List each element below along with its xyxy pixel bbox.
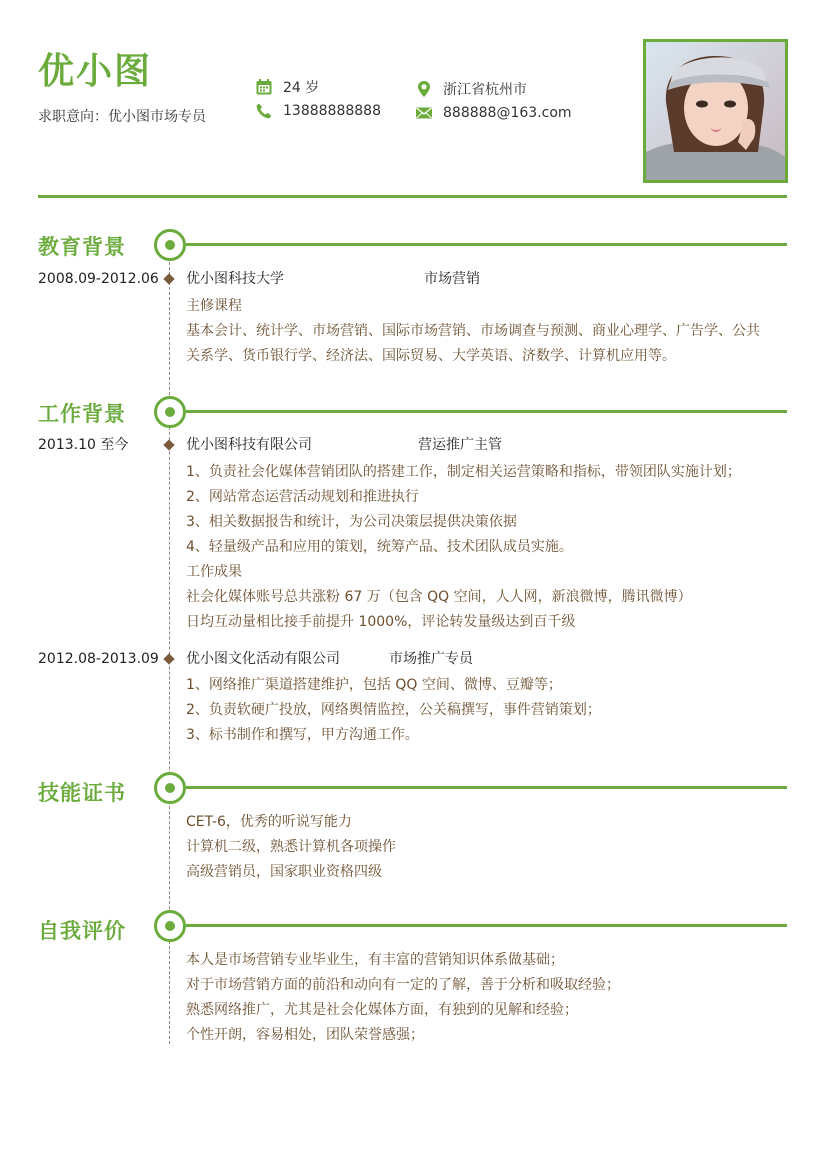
job1-line: 3、相关数据报告和统计，为公司决策层提供决策依据: [186, 514, 517, 530]
job2-date: 2012.08-2013.09: [38, 651, 159, 667]
job1-line: 日均互动量相比接手前提升 1000%，评论转发量级达到百千级: [186, 614, 576, 630]
email-value: 888888@163.com: [443, 105, 572, 121]
mail-icon: [415, 104, 433, 122]
job1-date: 2013.10 至今: [38, 437, 129, 453]
timeline-diamond: [163, 653, 174, 664]
phone-value: 13888888888: [283, 103, 381, 119]
section-title-work: 工作背景: [38, 402, 126, 426]
age-info: [255, 77, 319, 97]
timeline-diamond: [163, 439, 174, 450]
job1-line: 4、轻量级产品和应用的策划，统筹产品、技术团队成员实施。: [186, 539, 573, 555]
section-title-skills: 技能证书: [38, 781, 126, 805]
job1-line: 1、负责社会化媒体营销团队的搭建工作，制定相关运营策略和指标，带领团队实施计划；: [186, 464, 741, 480]
location-info: [415, 79, 527, 99]
profile-photo: [643, 39, 788, 183]
skill-line: CET-6，优秀的听说写能力: [186, 814, 352, 830]
phone-info: [255, 102, 381, 120]
timeline-diamond: [163, 273, 174, 284]
section-divider-education: [186, 243, 787, 246]
section-marker-skills: [154, 772, 186, 804]
section-divider-skills: [186, 786, 787, 789]
job2-position: 市场推广专员: [389, 651, 473, 667]
job1-company: 优小图科技有限公司: [186, 437, 312, 453]
calendar-icon: [255, 78, 273, 96]
job2-company: 优小图文化活动有限公司: [186, 651, 340, 667]
job2-line: 1、网络推广渠道搭建维护，包括 QQ 空间、微博、豆瓣等；: [186, 677, 562, 693]
job2-line: 2、负责软硬广投放，网络舆情监控，公关稿撰写，事件营销策划；: [186, 702, 601, 718]
education-major: 市场营销: [424, 271, 480, 287]
job2-line: 3、标书制作和撰写，甲方沟通工作。: [186, 727, 419, 743]
education-date: 2008.09-2012.06: [38, 271, 159, 287]
courses-line: 关系学、货币银行学、经济法、国际贸易、大学英语、济数学、计算机应用等。: [186, 348, 676, 364]
job1-line: 工作成果: [186, 564, 242, 580]
job1-position: 营运推广主管: [418, 437, 502, 453]
section-title-education: 教育背景: [38, 235, 126, 259]
self-line: 本人是市场营销专业毕业生，有丰富的营销知识体系做基础；: [186, 952, 564, 968]
section-marker-education: [154, 229, 186, 261]
education-school: 优小图科技大学: [186, 271, 284, 287]
email-info: [415, 104, 572, 122]
section-marker-work: [154, 396, 186, 428]
self-line: 个性开朗，容易相处，团队荣誉感强；: [186, 1027, 424, 1043]
section-divider-work: [186, 410, 787, 413]
phone-icon: [255, 102, 273, 120]
skill-line: 高级营销员，国家职业资格四级: [186, 864, 382, 880]
section-marker-self: [154, 910, 186, 942]
section-title-self: 自我评价: [38, 919, 126, 943]
job1-line: 社会化媒体账号总共涨粉 67 万（包含 QQ 空间，人人网，新浪微博，腾讯微博）: [186, 589, 692, 605]
job-objective: 求职意向：优小图市场专员: [38, 109, 206, 125]
location-pin-icon: [415, 80, 433, 98]
candidate-name: 优小图: [38, 51, 153, 92]
header-divider: [38, 195, 787, 198]
courses-label: 主修课程: [186, 298, 242, 314]
courses-line: 基本会计、统计学、市场营销、国际市场营销、市场调查与预测、商业心理学、广告学、公共: [186, 323, 760, 339]
portrait-image: [646, 42, 785, 180]
skill-line: 计算机二级，熟悉计算机各项操作: [186, 839, 396, 855]
location-value: 浙江省杭州市: [443, 82, 527, 98]
age-value: 24 岁: [283, 80, 320, 96]
job1-line: 2、网站常态运营活动规划和推进执行: [186, 489, 419, 505]
self-line: 对于市场营销方面的前沿和动向有一定的了解，善于分析和吸取经验；: [186, 977, 620, 993]
section-divider-self: [186, 924, 787, 927]
self-line: 熟悉网络推广，尤其是社会化媒体方面，有独到的见解和经验；: [186, 1002, 578, 1018]
